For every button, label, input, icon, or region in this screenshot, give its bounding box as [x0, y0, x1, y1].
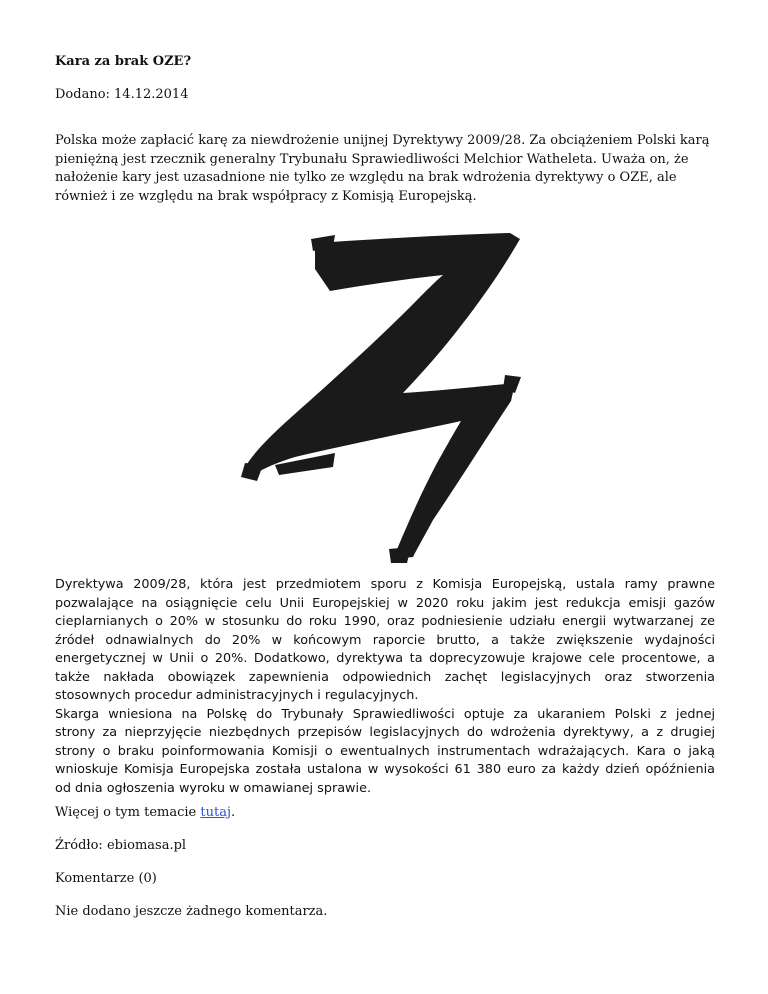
article-intro	[55, 132, 715, 206]
more-info-line	[55, 804, 235, 822]
intro-line: pieniężną jest rzecznik generalny Trybunału Sprawiedliwości Melchior Watheleta. Uważa on, że	[55, 151, 689, 167]
intro-line: Polska może zapłacić karę za niewdrożenie unijnej Dyrektywy 2009/28. Za obciążeniem Polski karą	[55, 133, 710, 148]
body-line: strony o braku poinformowania Komisji o ewentualnych instrumentach wdrażających. Kara o jaką	[55, 743, 715, 759]
comments-heading: Komentarze (0)	[55, 871, 157, 886]
body-line: cieplarnianych o 20% w stosunku do roku 1990, oraz podniesienie udziału energii wytwarzanej ze	[55, 614, 715, 629]
body-line: energetycznej w Unii o 20%. Dodatkowo, dyrektywa ta doprecyzowuje krajowe cele procentowe, a	[55, 651, 715, 666]
body-line: stosownych procedur administracyjnych i regulacyjnych.	[55, 688, 419, 703]
article-image-brush-stroke	[215, 225, 545, 565]
body-line: Skarga wniesiona na Polskę do Trybunały Sprawiedliwości optuje za ukaraniem Polski z jednej	[55, 706, 715, 722]
body-line: od dnia ogłoszenia wyroku w omawianej sprawie.	[55, 780, 372, 796]
body-line: źródeł odnawialnych do 20% w końcowym raporcie brutto, a także zwiększenie wydajności	[55, 632, 715, 648]
intro-line: nałożenie kary jest uzasadnione nie tylko ze względu na brak wdrożenia dyrektywy o OZE, ale	[55, 170, 677, 185]
article-source: Źródło: ebiomasa.pl	[55, 838, 187, 853]
body-line: strony za nieprzyjęcie niezbędnych przepisów legislacyjnych do wdrożenia dyrektywy, a z drugiej	[55, 725, 715, 740]
no-comments-message: Nie dodano jeszcze żadnego komentarza.	[55, 904, 328, 919]
more-info-suffix: .	[230, 805, 236, 820]
intro-line: również i ze względu na brak współpracy z Komisją Europejską.	[55, 188, 477, 204]
article-title: Kara za brak OZE?	[55, 54, 192, 69]
body-line: wnioskuje Komisja Europejska została ustalona w wysokości 61 380 euro za każdy dzień opóźnienia	[55, 762, 715, 777]
article-body	[55, 576, 715, 798]
body-line: Dyrektywa 2009/28, która jest przedmiotem sporu z Komisja Europejską, ustala ramy prawne	[55, 577, 715, 592]
more-info-link[interactable]: tutaj	[200, 805, 231, 820]
body-line: także nakłada obowiązek zapewnienia odpowiednich zachęt legislacyjnych oraz stworzenia	[55, 669, 715, 685]
article-date: Dodano: 14.12.2014	[55, 87, 189, 102]
body-line: pozwalające na osiągnięcie celu Unii Europejskiej w 2020 roku jakim jest redukcja emisji gazów	[55, 595, 715, 611]
more-info-prefix: Więcej o tym temacie	[55, 805, 201, 820]
